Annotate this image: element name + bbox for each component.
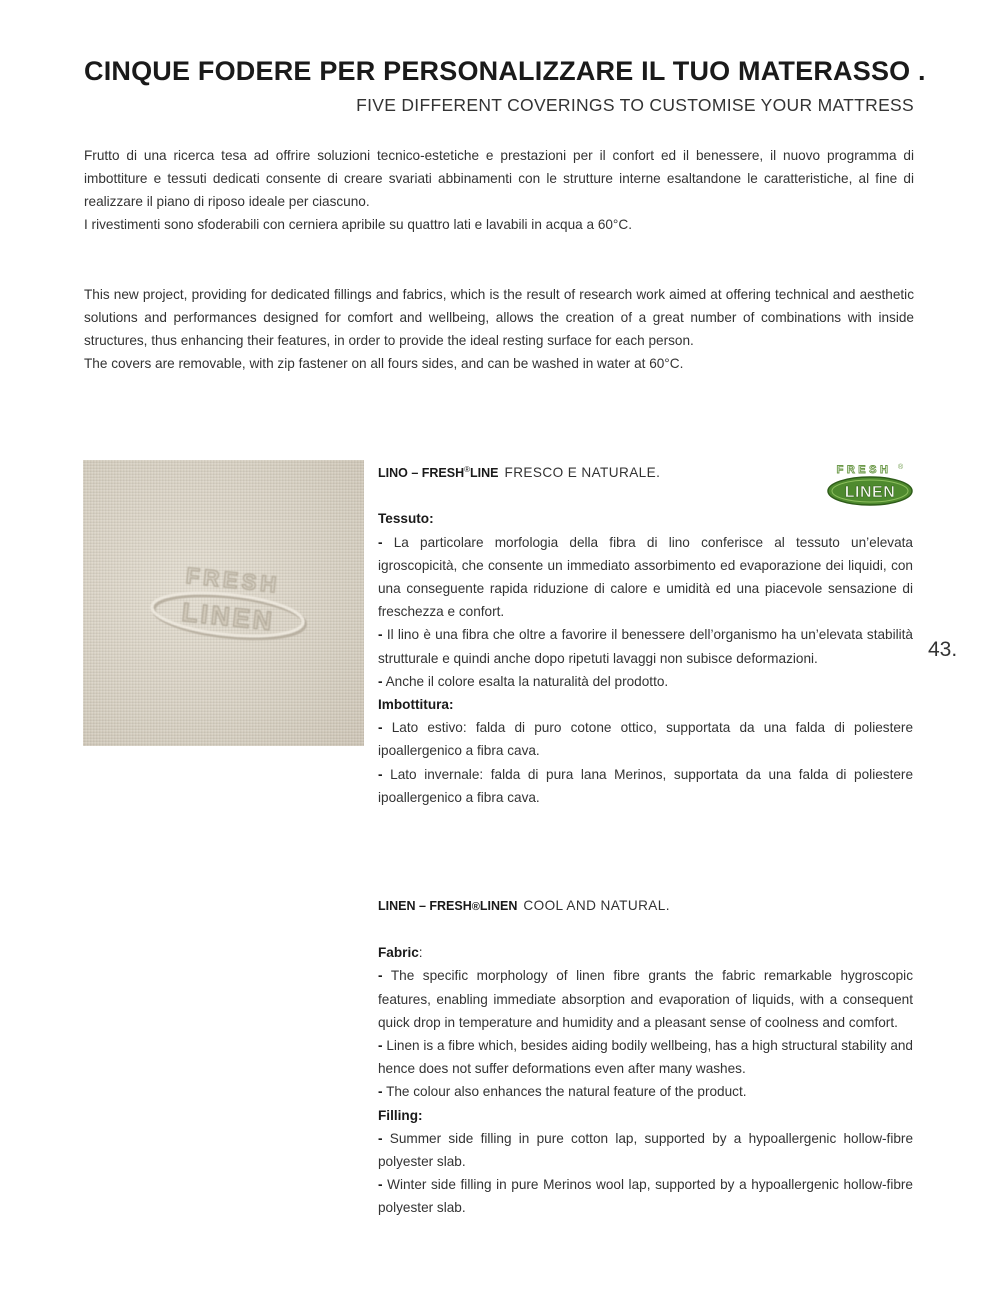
filling-item: - Lato estivo: falda di puro cotone ottico, supportata da una falda di poliestere ipoallergenico a fibra cava. [378, 720, 914, 759]
intro-italian [84, 144, 914, 236]
page-subtitle: FIVE DIFFERENT COVERINGS TO CUSTOMISE YOUR MATTRESS [356, 95, 914, 115]
fabric-item: - La particolare morfologia della fibra di lino conferisce al tessuto un’elevata igroscopicità, che consente un immediato assorbimento ed evaporazione dei liquidi, con una conseguente rapida riduzione di calore e umidità ed una piacevole sensazione di freschezza e confort. [378, 534, 913, 620]
logo-fresh-text: FRESH [836, 464, 892, 476]
section-heading-tagline: COOL AND NATURAL. [523, 898, 670, 913]
fabric-item: - The specific morphology of linen fibre grants the fabric remarkable hygroscopic features, enabling immediate absorption and evaporation of liquids, with a consequent quick drop in temperature and humidity and a pleasant sense of coolness and comfort. [378, 968, 913, 1030]
linen-fabric-image [83, 460, 364, 746]
section-heading [378, 894, 913, 919]
embossed-linen-text: LINEN [180, 596, 277, 637]
filling-item: - Winter side filling in pure Merinos wool lap, supported by a hypoallergenic hollow-fibre polyester slab. [378, 1177, 913, 1216]
embossed-fresh-linen-mark [83, 460, 364, 746]
page-title: CINQUE FODERE PER PERSONALIZZARE IL TUO MATERASSO . [84, 56, 926, 86]
section-heading-name: LINO – FRESH®LINE [378, 465, 499, 481]
intro-english-paragraph: The covers are removable, with zip fastener on all fours sides, and can be washed in water at 60°C. [84, 356, 684, 371]
section-heading [378, 458, 913, 485]
fabric-item: - The colour also enhances the natural feature of the product. [378, 1084, 747, 1100]
logo-registered-mark: ® [898, 464, 904, 471]
fabric-item: - Il lino è una fibra che oltre a favorire il benessere dell’organismo ha un’elevata stabilità strutturale e quindi anche dopo ripetuti lavaggi non subisce deformazioni. [378, 627, 913, 666]
intro-italian-paragraph: I rivestimenti sono sfoderabili con cerniera apribile su quattro lati e lavabili in acqua a 60°C. [84, 217, 632, 232]
section-english [378, 894, 913, 1220]
filling-item: - Lato invernale: falda di pura lana Merinos, supportata da una falda di poliestere ipoallergenico a fibra cava. [378, 766, 914, 805]
page-number: 43. [928, 638, 958, 661]
intro-italian-paragraph: Frutto di una ricerca tesa ad offrire soluzioni tecnico-estetiche e prestazioni per il confort ed il benessere, il nuovo programma di imbottiture e tessuti dedicati consente di creare svariati abbinamenti con le strutture interne esaltandone le caratteristiche, al fine di realizzare il piano di riposo ideale per ciascuno. [84, 148, 914, 209]
filling-label: Filling: [378, 1107, 423, 1123]
intro-english [84, 283, 914, 375]
filling-label: Imbottitura: [378, 696, 454, 712]
fabric-label: Fabric: [378, 945, 423, 961]
fabric-label: Tessuto: [378, 511, 434, 527]
embossed-fresh-text: FRESH [184, 563, 282, 598]
section-heading-name: LINEN – FRESH®LINEN [378, 899, 518, 913]
fabric-item: - Anche il colore esalta la naturalità del prodotto. [378, 673, 669, 689]
section-heading-tagline: FRESCO E NATURALE. [504, 465, 661, 481]
fabric-item: - Linen is a fibre which, besides aiding bodily wellbeing, has a high structural stability and hence does not suffer deformations even after many washes. [378, 1038, 913, 1077]
intro-english-paragraph: This new project, providing for dedicated fillings and fabrics, which is the result of research work aimed at offering technical and aesthetic solutions and performances designed for comfort and wellbeing, allows the creation of a great number of combinations with inside structures, thus enhancing their features, in order to provide the ideal resting surface for each person. [84, 287, 914, 348]
logo-linen-text: LINEN [844, 484, 896, 501]
filling-item: - Summer side filling in pure cotton lap, supported by a hypoallergenic hollow-fibre polyester slab. [378, 1130, 914, 1170]
section-italian [378, 458, 913, 809]
